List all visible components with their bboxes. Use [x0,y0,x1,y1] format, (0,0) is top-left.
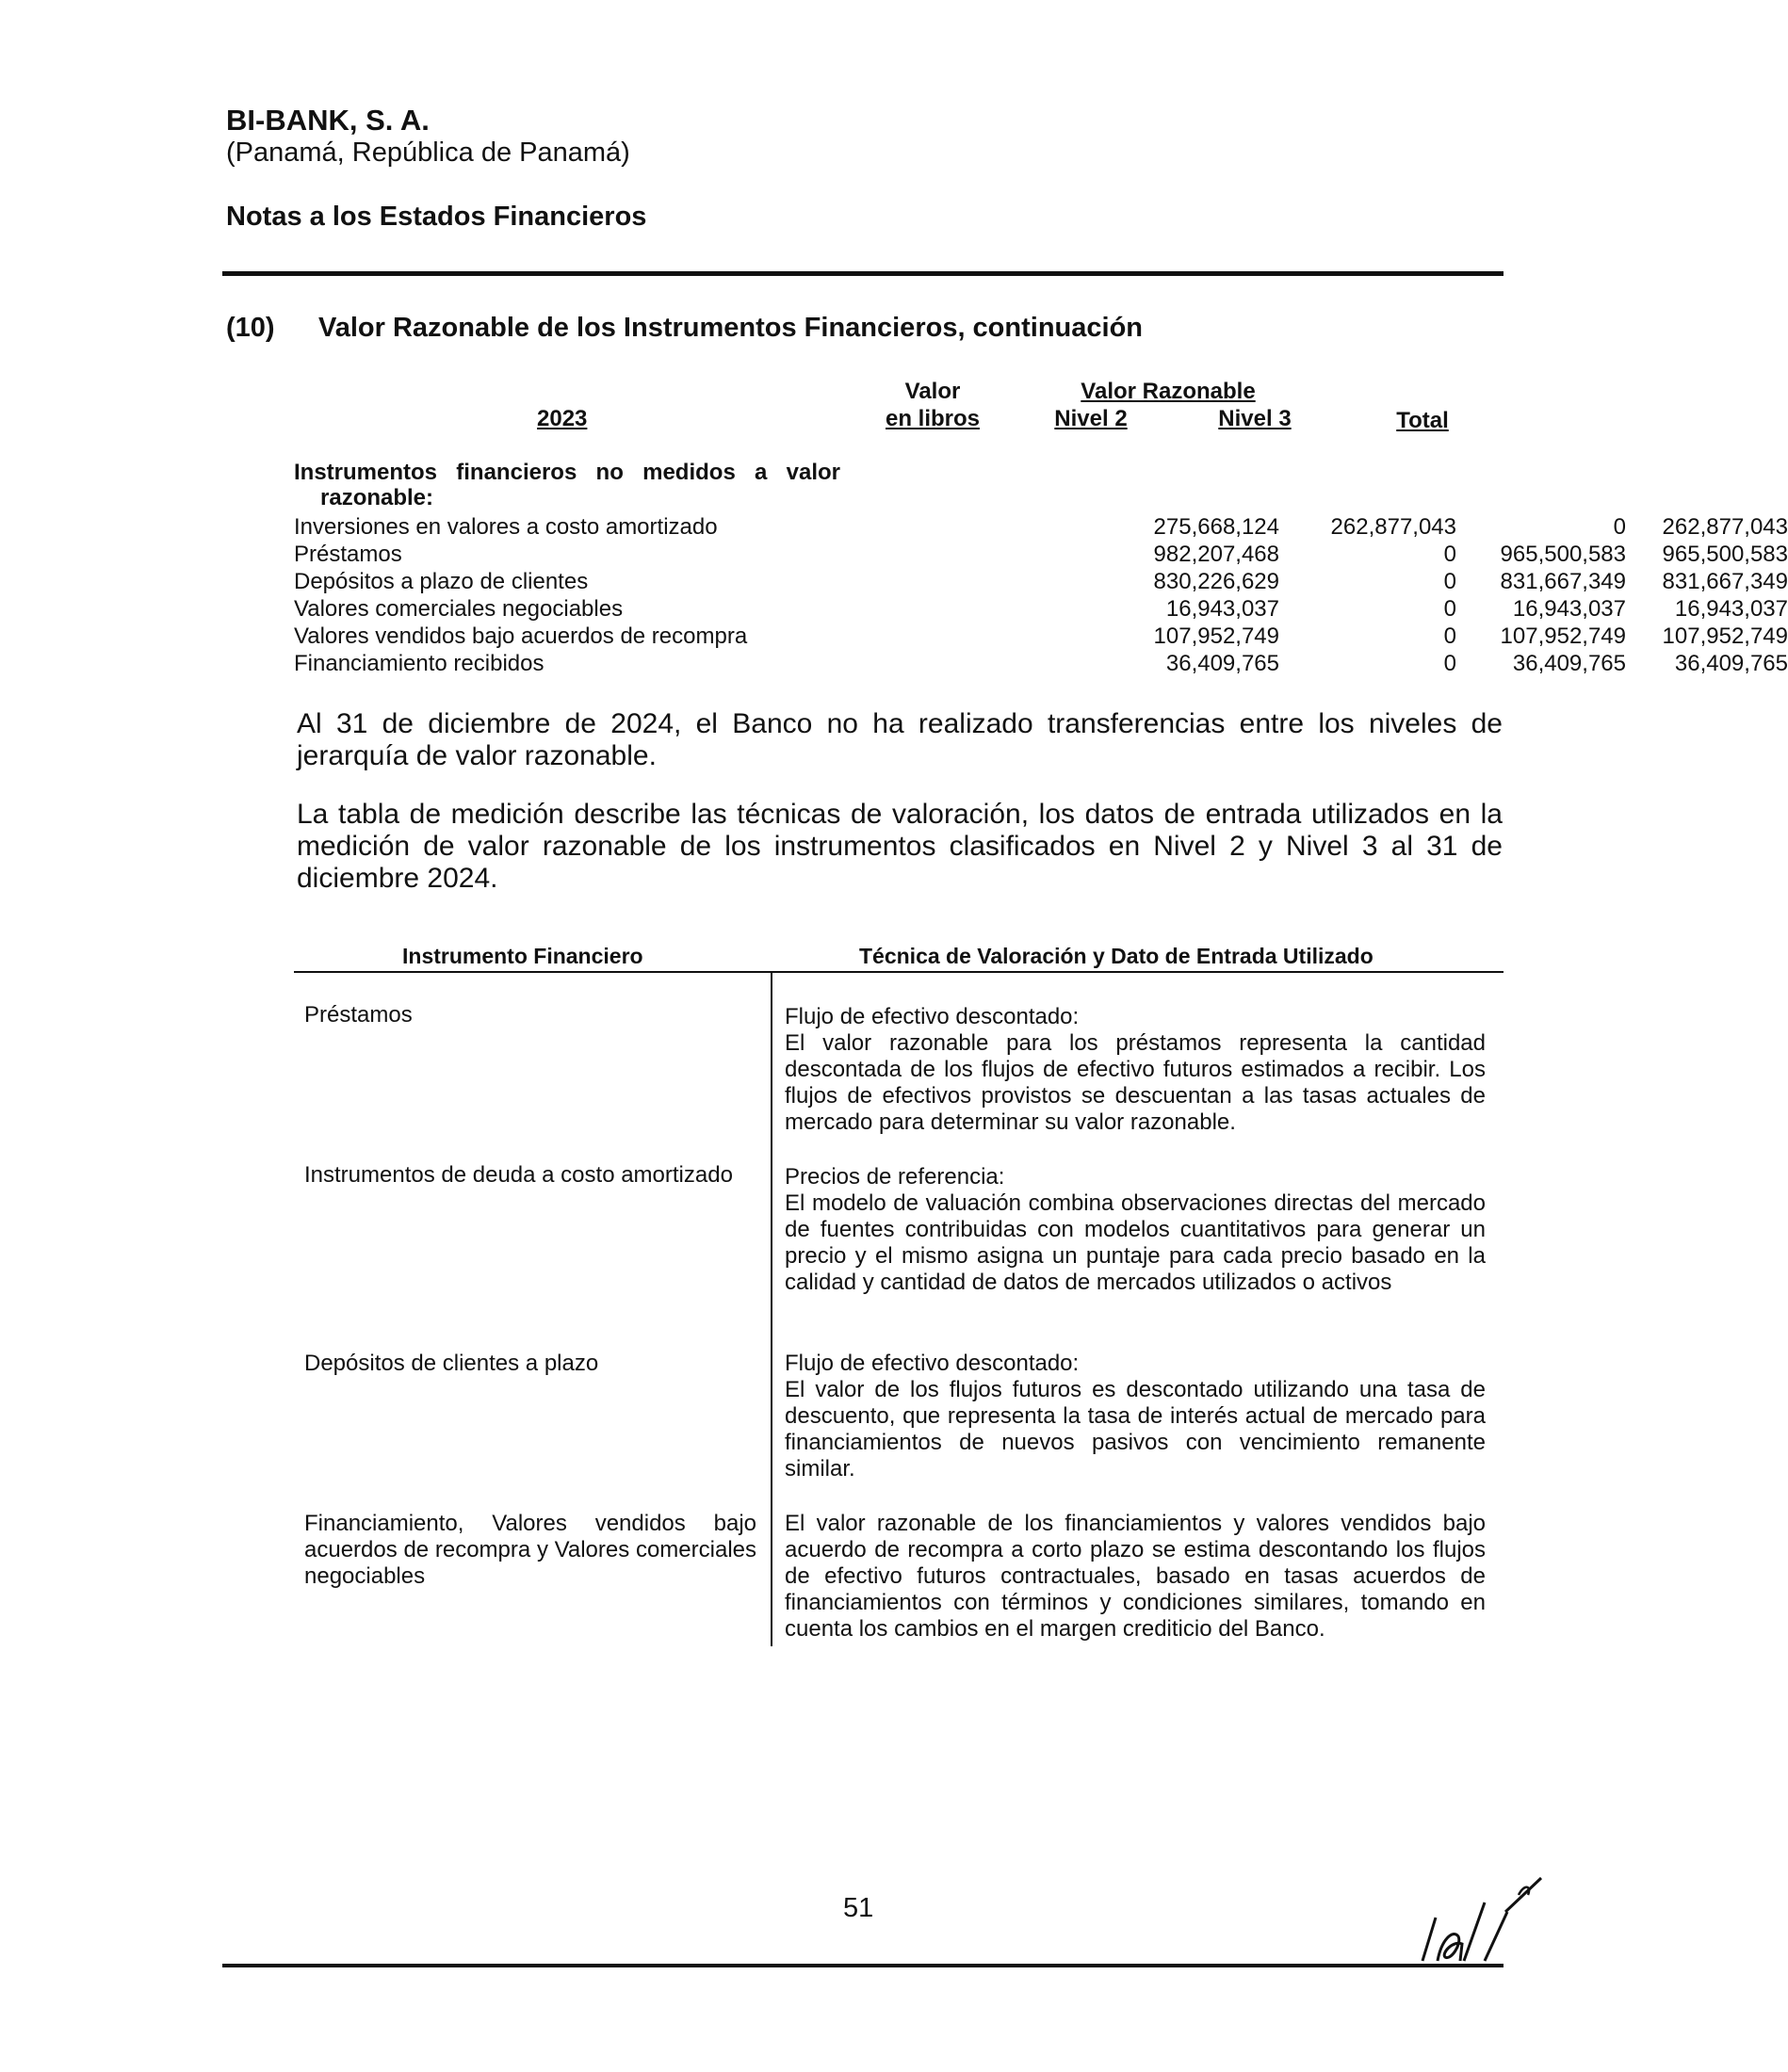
cell-total: 831,667,349 [1662,569,1788,594]
cell-nivel2: 262,877,043 [1330,514,1456,540]
notes-title: Notas a los Estados Financieros [226,202,647,232]
section-number: (10) [226,313,275,343]
group-label: Instrumentos financieros no medidos a valor [294,460,840,485]
col-technique-header: Técnica de Valoración y Dato de Entrada Utilizado [859,944,1374,968]
cell-nivel3: 965,500,583 [1500,542,1626,567]
page-number: 51 [843,1893,874,1923]
technique-cell [785,1351,1486,1482]
cell-libros: 107,952,749 [1153,623,1279,649]
cell-total: 262,877,043 [1662,514,1788,540]
cell-nivel3: 831,667,349 [1500,569,1626,594]
col-group-valor-razonable: Valor Razonable [1081,379,1256,404]
technique-cell [785,1004,1486,1136]
cell-nivel3: 0 [1613,514,1626,540]
cell-libros: 830,226,629 [1153,569,1279,594]
header-divider [222,271,1504,276]
cell-nivel3: 107,952,749 [1500,623,1626,649]
col-instrument-header: Instrumento Financiero [402,944,643,968]
row-label: Financiamiento recibidos [294,651,545,676]
technique-cell [785,1511,1486,1643]
paragraph-transfers: Al 31 de diciembre de 2024, el Banco no ha realizado transferencias entre los niveles de jerarquía de valor razonable. [297,708,1503,771]
cell-total: 16,943,037 [1674,596,1788,622]
section-title: Valor Razonable de los Instrumentos Financieros, continuación [318,313,1143,343]
company-location: (Panamá, República de Panamá) [226,138,630,168]
cell-nivel2: 0 [1443,623,1456,649]
cell-nivel3: 36,409,765 [1512,651,1626,676]
technique-title: Precios de referencia: [785,1164,1005,1190]
row-label: Depósitos a plazo de clientes [294,569,589,594]
table-year: 2023 [537,406,588,431]
instrument-cell: Depósitos de clientes a plazo [304,1351,599,1376]
cell-libros: 36,409,765 [1165,651,1279,676]
technique-text: El valor de los flujos futuros es descontado utilizando una tasa de descuento, que representa la tasa de interés actual de mercado para financiamientos de nuevos pasivos con vencimiento remanente similar. [785,1377,1486,1481]
col-valor-top: Valor [904,379,961,404]
cell-nivel3: 16,943,037 [1512,596,1626,622]
col-nivel2: Nivel 2 [1054,406,1128,431]
col-valor-bottom: en libros [885,406,981,431]
cell-total: 965,500,583 [1662,542,1788,567]
signature-icon [1404,1874,1554,1968]
cell-nivel2: 0 [1443,596,1456,622]
instrument-cell: Financiamiento, Valores vendidos bajo acuerdos de recompra y Valores comerciales negociables [304,1511,756,1589]
row-label: Valores vendidos bajo acuerdos de recompra [294,623,748,649]
cell-libros: 982,207,468 [1153,542,1279,567]
signature-initials [1404,1874,1554,1973]
col-total: Total [1396,408,1449,433]
cell-nivel2: 0 [1443,651,1456,676]
technique-cell [785,1164,1486,1296]
group-label-cont: razonable: [320,485,434,510]
instrument-cell: Instrumentos de deuda a costo amortizado [304,1162,733,1188]
row-label: Préstamos [294,542,402,567]
technique-text: El valor razonable para los préstamos representa la cantidad descontada de los flujos de efectivo futuros estimados a recibir. Los flujos de efectivos provistos se descuentan a las tasas actuales de mercado para determinar su valor razonable. [785,1030,1486,1135]
cell-total: 107,952,749 [1662,623,1788,649]
technique-text: El modelo de valuación combina observaciones directas del mercado de fuentes contribuidas con modelos cuantitativos para generar un precio y el mismo asigna un puntaje para cada precio basado en la calidad y cantidad de datos de mercados utilizados o activos [785,1190,1486,1295]
table-column-divider [771,973,772,1646]
row-label: Inversiones en valores a costo amortizado [294,514,718,540]
footer-divider [222,1964,1504,1967]
technique-text: El valor razonable de los financiamientos y valores vendidos bajo acuerdo de recompra a corto plazo se estima descontando los flujos de efectivo futuros contractuales, basado en tasas acuerdos de financiamientos con términos y condiciones similares, tomando en cuenta los cambios en el margen crediticio del Banco. [785,1511,1486,1642]
row-label: Valores comerciales negociables [294,596,624,622]
company-name: BI-BANK, S. A. [226,104,430,137]
cell-libros: 275,668,124 [1153,514,1279,540]
paragraph-measurement: La tabla de medición describe las técnicas de valoración, los datos de entrada utilizados en la medición de valor razonable de los instrumentos clasificados en Nivel 2 y Nivel 3 al 31 de diciembre 2024. [297,799,1503,894]
cell-nivel2: 0 [1443,542,1456,567]
cell-libros: 16,943,037 [1165,596,1279,622]
cell-nivel2: 0 [1443,569,1456,594]
technique-title: Flujo de efectivo descontado: [785,1351,1080,1376]
cell-total: 36,409,765 [1674,651,1788,676]
instrument-cell: Préstamos [304,1002,413,1028]
technique-title: Flujo de efectivo descontado: [785,1004,1080,1029]
table-header-divider [294,971,1504,973]
col-nivel3: Nivel 3 [1218,406,1292,431]
